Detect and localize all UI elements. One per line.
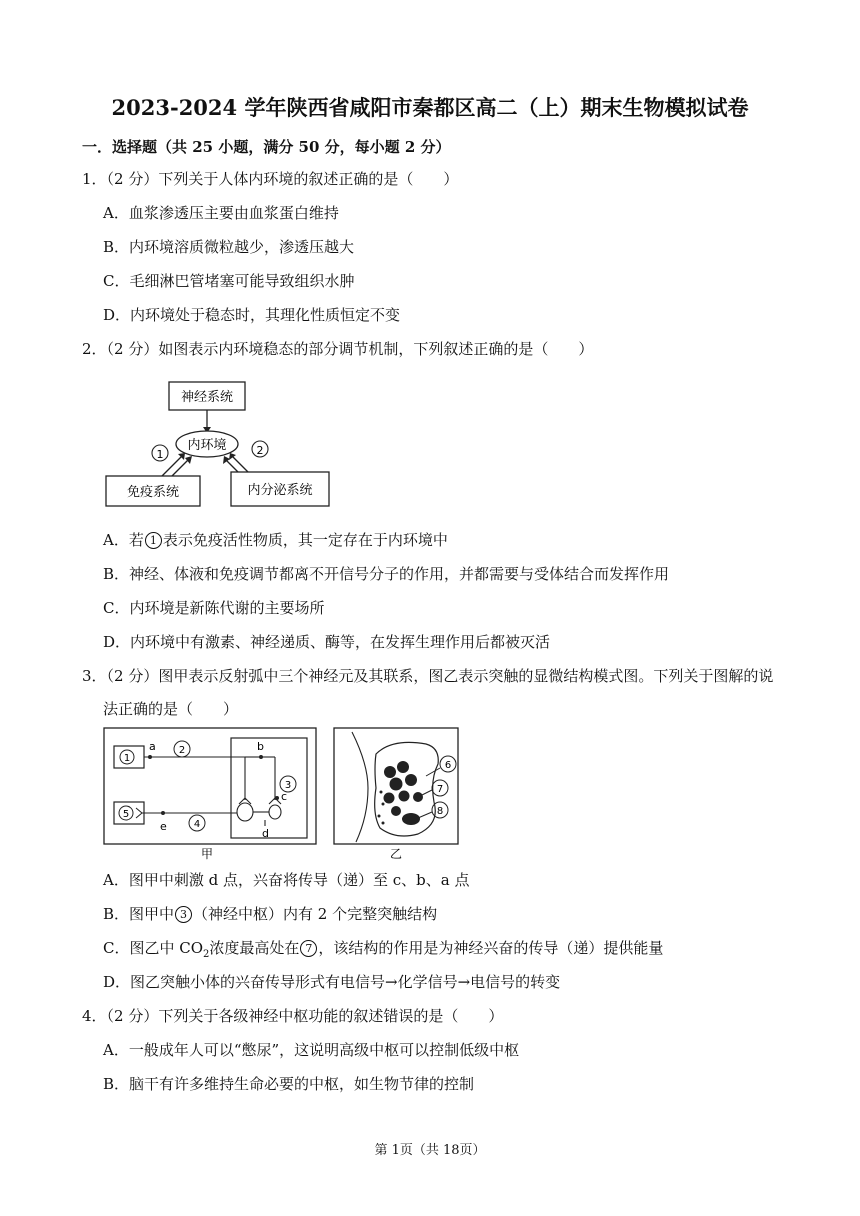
question-4-stem: 4．（2 分）下列关于各级神经中枢功能的叙述错误的是（ ）	[82, 1007, 504, 1025]
label-5: 5	[122, 809, 130, 820]
question-4-option-b: B．脑干有许多维持生命必要的中枢，如生物节律的控制	[103, 1075, 475, 1093]
postsynaptic-membrane	[352, 732, 368, 842]
section-heading: 一．选择题（共 25 小题，满分 50 分，每小题 2 分）	[82, 138, 451, 156]
question-1-stem: 1．（2 分）下列关于人体内环境的叙述正确的是（ ）	[82, 170, 459, 188]
question-4-option-a: A．一般成年人可以“憋尿”，这说明高级中枢可以控制低级中枢	[103, 1041, 520, 1059]
nervous-system-label: 神经系统	[180, 390, 234, 405]
circled-number-1: 1	[145, 532, 162, 549]
circled-number-3: 3	[175, 906, 192, 923]
label-a: a	[149, 740, 156, 753]
label-6: 6	[444, 760, 452, 771]
question-3-stem-line-2: 法正确的是（ ）	[103, 700, 239, 718]
question-1-option-c: C．毛细淋巴管堵塞可能导致组织水肿	[103, 272, 355, 290]
question-3-option-b: B．图甲中 3 （神经中枢）内有 2 个完整突触结构	[103, 905, 438, 923]
question-3-option-a: A．图甲中刺激 d 点，兴奋将传导（递）至 c、b、a 点	[103, 871, 470, 889]
label-1: 1	[123, 753, 131, 764]
label-8: 8	[436, 806, 444, 817]
immune-system-label: 免疫系统	[126, 485, 180, 500]
label-7: 7	[436, 784, 444, 795]
page-title: 2023-2024 学年陕西省咸阳市秦都区高二（上）期末生物模拟试卷	[111, 95, 749, 120]
marker-2-label: 2	[256, 444, 264, 457]
endocrine-system-label: 内分泌系统	[247, 483, 313, 498]
regulation-diagram	[100, 378, 340, 512]
label-d: d	[262, 827, 269, 840]
reflex-arc-figure	[100, 724, 465, 864]
figure-jia-caption: 甲	[200, 847, 214, 861]
question-2-option-d: D．内环境中有激素、神经递质、酶等，在发挥生理作用后都被灭活	[103, 633, 551, 651]
question-3-stem-line-1: 3．（2 分）图甲表示反射弧中三个神经元及其联系，图乙表示突触的显微结构模式图。下列关于图解的说	[82, 667, 774, 685]
circled-number-7: 7	[300, 940, 317, 957]
page-footer: 第 1页（共 18页）	[374, 1143, 486, 1158]
question-3-option-c: C．图乙中 $CO_2$浓度最高处在 7 ，该结构的作用是为神经兴奋的传导（递）提供能量	[103, 939, 664, 960]
question-2-stem: 2．（2 分）如图表示内环境稳态的部分调节机制，下列叙述正确的是（ ）	[82, 340, 594, 358]
question-1-option-d: D．内环境处于稳态时，其理化性质恒定不变	[103, 306, 401, 324]
question-1-option-b: B．内环境溶质微粒越少，渗透压越大	[103, 238, 355, 256]
label-e: e	[160, 820, 167, 833]
question-2-option-a: A．若 1 表示免疫活性物质，其一定存在于内环境中	[103, 531, 448, 549]
label-2: 2	[178, 745, 186, 756]
marker-1-label: 1	[156, 448, 164, 461]
nerve-center-box	[231, 738, 307, 838]
question-2-option-b: B．神经、体液和免疫调节都离不开信号分子的作用，并都需要与受体结合而发挥作用	[103, 565, 670, 583]
label-4: 4	[193, 819, 201, 830]
label-c: c	[281, 790, 288, 803]
label-b: b	[257, 740, 264, 753]
question-1-option-a: A．血浆渗透压主要由血浆蛋白维持	[103, 204, 339, 222]
internal-environment-label: 内环境	[187, 438, 227, 453]
question-2-option-c: C．内环境是新陈代谢的主要场所	[103, 599, 325, 617]
figure-yi-caption: 乙	[389, 847, 403, 861]
label-3: 3	[284, 780, 292, 791]
question-3-option-d: D．图乙突触小体的兴奋传导形式有电信号→化学信号→电信号的转变	[103, 973, 561, 991]
